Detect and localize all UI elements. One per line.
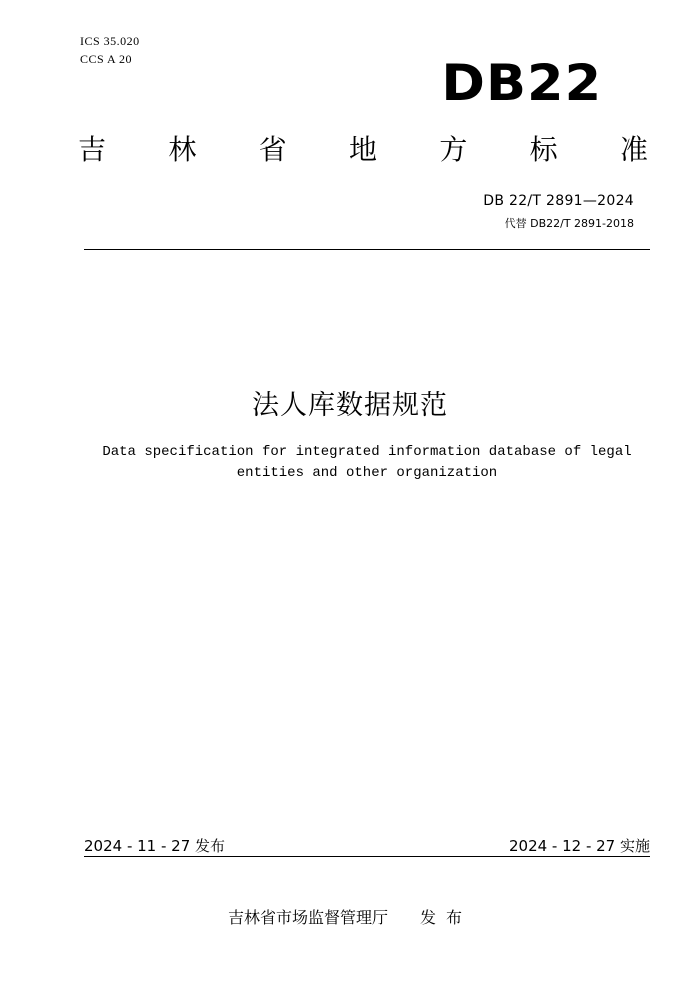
document-title-english: Data specification for integrated information database of legal entities and other organization xyxy=(102,444,632,481)
ics-code: ICS 35.020 xyxy=(80,34,140,48)
heading-char: 地 xyxy=(348,133,377,166)
heading-char: 省 xyxy=(258,133,287,166)
issuer-line xyxy=(0,905,700,928)
bottom-divider xyxy=(84,856,650,857)
db-standard-mark xyxy=(441,54,602,112)
document-title-chinese: 法人库数据规范 xyxy=(252,390,448,421)
issuer-name: 吉林省市场监督管理厅 xyxy=(227,908,388,927)
issue-date: 2024 - 11 - 27 发布 xyxy=(84,837,226,855)
replaces-standard: 代替 DB22/T 2891-2018 xyxy=(504,217,634,230)
heading-char: 准 xyxy=(619,133,648,166)
standard-number: DB 22/T 2891—2024 xyxy=(483,193,634,209)
province-standard-heading xyxy=(78,133,648,166)
ccs-code: CCS A 20 xyxy=(80,52,133,66)
heading-char: 吉 xyxy=(78,133,107,166)
db-mark-prefix: DB xyxy=(441,54,527,112)
heading-char: 林 xyxy=(168,133,197,166)
effective-date: 2024 - 12 - 27 实施 xyxy=(508,837,650,855)
heading-char: 标 xyxy=(529,133,558,166)
heading-char: 方 xyxy=(439,133,468,166)
top-divider xyxy=(84,249,650,250)
db-mark-number: 22 xyxy=(526,54,602,112)
issued-label: 发布 xyxy=(420,908,473,927)
